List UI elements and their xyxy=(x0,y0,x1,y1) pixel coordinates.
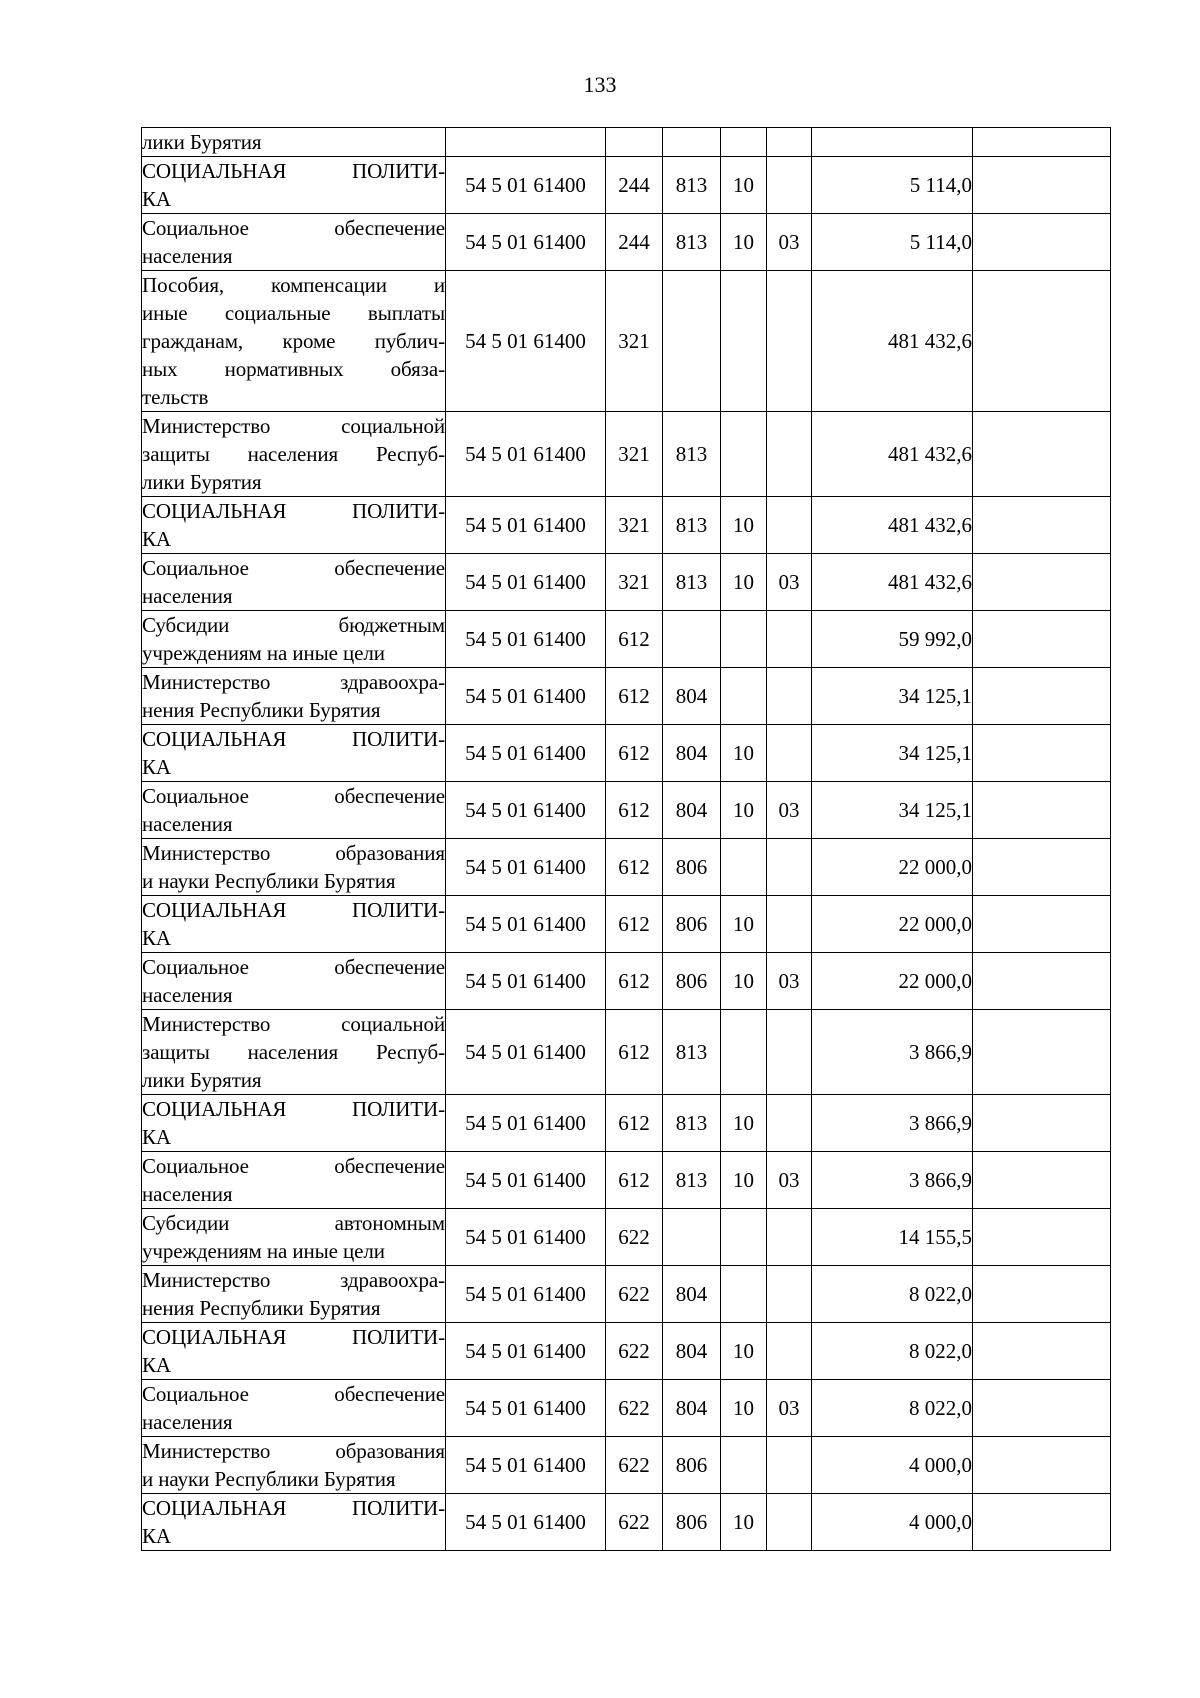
subsection-code xyxy=(767,412,812,497)
target-article-code: 54 5 01 61400 xyxy=(446,1152,606,1209)
section-code: 10 xyxy=(721,896,767,953)
administrator-code: 813 xyxy=(663,1095,721,1152)
extra-cell xyxy=(973,1095,1111,1152)
extra-cell xyxy=(973,611,1111,668)
section-code xyxy=(721,668,767,725)
row-name xyxy=(142,1010,446,1095)
subsection-code xyxy=(767,1095,812,1152)
section-code: 10 xyxy=(721,497,767,554)
section-code xyxy=(721,1010,767,1095)
extra-cell xyxy=(973,128,1111,157)
row-name xyxy=(142,896,446,953)
row-name-line: Социальное обеспечение xyxy=(142,556,445,580)
extra-cell xyxy=(973,157,1111,214)
row-name-line: СОЦИАЛЬНАЯ ПОЛИТИ- xyxy=(142,499,445,523)
row-name-line: лики Бурятия xyxy=(142,130,262,154)
table-row xyxy=(142,1152,1111,1209)
extra-cell xyxy=(973,1494,1111,1551)
target-article-code: 54 5 01 61400 xyxy=(446,1437,606,1494)
row-name xyxy=(142,1437,446,1494)
row-name-line: гражданам, кроме публич- xyxy=(142,329,445,353)
subsection-code xyxy=(767,1323,812,1380)
row-name-line: населения xyxy=(142,1182,233,1206)
administrator-code: 804 xyxy=(663,725,721,782)
target-article-code: 54 5 01 61400 xyxy=(446,1323,606,1380)
subsection-code xyxy=(767,725,812,782)
target-article-code: 54 5 01 61400 xyxy=(446,1494,606,1551)
table-row xyxy=(142,412,1111,497)
amount: 34 125,1 xyxy=(812,668,973,725)
administrator-code: 813 xyxy=(663,214,721,271)
extra-cell xyxy=(973,1437,1111,1494)
row-name-line: иные социальные выплаты xyxy=(142,301,445,325)
row-name xyxy=(142,1380,446,1437)
row-name xyxy=(142,497,446,554)
row-name xyxy=(142,1494,446,1551)
budget-table xyxy=(141,127,1111,1551)
extra-cell xyxy=(973,896,1111,953)
amount: 8 022,0 xyxy=(812,1323,973,1380)
row-name-line: КА xyxy=(142,755,171,779)
amount: 34 125,1 xyxy=(812,725,973,782)
page-number: 133 xyxy=(583,72,617,97)
extra-cell xyxy=(973,782,1111,839)
expense-type-code: 612 xyxy=(606,953,663,1010)
extra-cell xyxy=(973,1323,1111,1380)
section-code xyxy=(721,1437,767,1494)
row-name-line: населения xyxy=(142,983,233,1007)
table-row xyxy=(142,1010,1111,1095)
target-article-code: 54 5 01 61400 xyxy=(446,953,606,1010)
row-name xyxy=(142,839,446,896)
expense-type-code xyxy=(606,128,663,157)
administrator-code: 806 xyxy=(663,839,721,896)
row-name xyxy=(142,412,446,497)
table-row xyxy=(142,497,1111,554)
row-name xyxy=(142,214,446,271)
extra-cell xyxy=(973,497,1111,554)
administrator-code: 804 xyxy=(663,668,721,725)
row-name-line: учреждениям на иные цели xyxy=(142,641,385,665)
row-name-line: КА xyxy=(142,187,171,211)
administrator-code: 804 xyxy=(663,1266,721,1323)
amount: 4 000,0 xyxy=(812,1494,973,1551)
administrator-code xyxy=(663,128,721,157)
extra-cell xyxy=(973,1152,1111,1209)
expense-type-code: 622 xyxy=(606,1437,663,1494)
target-article-code: 54 5 01 61400 xyxy=(446,412,606,497)
subsection-code: 03 xyxy=(767,554,812,611)
extra-cell xyxy=(973,412,1111,497)
table-body xyxy=(142,128,1111,1551)
administrator-code: 804 xyxy=(663,782,721,839)
subsection-code xyxy=(767,896,812,953)
row-name xyxy=(142,157,446,214)
section-code: 10 xyxy=(721,953,767,1010)
row-name xyxy=(142,271,446,412)
row-name-line: учреждениям на иные цели xyxy=(142,1239,385,1263)
target-article-code: 54 5 01 61400 xyxy=(446,214,606,271)
expense-type-code: 244 xyxy=(606,214,663,271)
expense-type-code: 612 xyxy=(606,668,663,725)
expense-type-code: 321 xyxy=(606,497,663,554)
row-name-line: КА xyxy=(142,527,171,551)
row-name xyxy=(142,725,446,782)
row-name-line: Министерство социальной xyxy=(142,414,445,438)
amount: 22 000,0 xyxy=(812,896,973,953)
extra-cell xyxy=(973,1209,1111,1266)
expense-type-code: 622 xyxy=(606,1209,663,1266)
row-name-line: Министерство образования xyxy=(142,1439,445,1463)
amount: 3 866,9 xyxy=(812,1152,973,1209)
expense-type-code: 622 xyxy=(606,1380,663,1437)
row-name-line: СОЦИАЛЬНАЯ ПОЛИТИ- xyxy=(142,727,445,751)
section-code xyxy=(721,271,767,412)
administrator-code: 813 xyxy=(663,497,721,554)
expense-type-code: 321 xyxy=(606,412,663,497)
administrator-code: 813 xyxy=(663,1152,721,1209)
expense-type-code: 622 xyxy=(606,1494,663,1551)
expense-type-code: 612 xyxy=(606,725,663,782)
row-name-line: тельств xyxy=(142,385,209,409)
row-name xyxy=(142,128,446,157)
expense-type-code: 612 xyxy=(606,839,663,896)
amount: 59 992,0 xyxy=(812,611,973,668)
row-name-line: Субсидии автономным xyxy=(142,1211,445,1235)
section-code xyxy=(721,128,767,157)
subsection-code: 03 xyxy=(767,1380,812,1437)
section-code: 10 xyxy=(721,1323,767,1380)
subsection-code: 03 xyxy=(767,1152,812,1209)
row-name-line: Министерство здравоохра- xyxy=(142,670,445,694)
amount: 481 432,6 xyxy=(812,497,973,554)
expense-type-code: 622 xyxy=(606,1266,663,1323)
row-name-line: лики Бурятия xyxy=(142,470,262,494)
administrator-code: 806 xyxy=(663,1494,721,1551)
section-code: 10 xyxy=(721,214,767,271)
row-name-line: населения xyxy=(142,812,233,836)
table-row xyxy=(142,1437,1111,1494)
subsection-code xyxy=(767,271,812,412)
target-article-code xyxy=(446,128,606,157)
extra-cell xyxy=(973,554,1111,611)
row-name-line: КА xyxy=(142,1125,171,1149)
row-name-line: населения xyxy=(142,1410,233,1434)
amount: 34 125,1 xyxy=(812,782,973,839)
row-name-line: населения xyxy=(142,584,233,608)
row-name-line: нения Республики Бурятия xyxy=(142,698,381,722)
extra-cell xyxy=(973,1266,1111,1323)
row-name-line: Социальное обеспечение xyxy=(142,216,445,240)
subsection-code xyxy=(767,1266,812,1323)
amount: 14 155,5 xyxy=(812,1209,973,1266)
table-row xyxy=(142,953,1111,1010)
target-article-code: 54 5 01 61400 xyxy=(446,668,606,725)
row-name xyxy=(142,1209,446,1266)
amount xyxy=(812,128,973,157)
row-name-line: КА xyxy=(142,1353,171,1377)
table-row xyxy=(142,554,1111,611)
target-article-code: 54 5 01 61400 xyxy=(446,725,606,782)
target-article-code: 54 5 01 61400 xyxy=(446,611,606,668)
extra-cell xyxy=(973,214,1111,271)
section-code: 10 xyxy=(721,157,767,214)
expense-type-code: 612 xyxy=(606,896,663,953)
section-code xyxy=(721,412,767,497)
table-row xyxy=(142,782,1111,839)
extra-cell xyxy=(973,1010,1111,1095)
row-name-line: ных нормативных обяза- xyxy=(142,357,445,381)
target-article-code: 54 5 01 61400 xyxy=(446,1209,606,1266)
extra-cell xyxy=(973,725,1111,782)
row-name-line: населения xyxy=(142,244,233,268)
row-name-line: Министерство здравоохра- xyxy=(142,1268,445,1292)
extra-cell xyxy=(973,1380,1111,1437)
table-row xyxy=(142,725,1111,782)
row-name-line: нения Республики Бурятия xyxy=(142,1296,381,1320)
section-code xyxy=(721,839,767,896)
expense-type-code: 612 xyxy=(606,1152,663,1209)
subsection-code xyxy=(767,1010,812,1095)
administrator-code: 806 xyxy=(663,1437,721,1494)
section-code: 10 xyxy=(721,725,767,782)
target-article-code: 54 5 01 61400 xyxy=(446,1095,606,1152)
table-row xyxy=(142,1380,1111,1437)
table-row xyxy=(142,1323,1111,1380)
amount: 4 000,0 xyxy=(812,1437,973,1494)
amount: 8 022,0 xyxy=(812,1266,973,1323)
administrator-code: 813 xyxy=(663,1010,721,1095)
administrator-code: 804 xyxy=(663,1323,721,1380)
expense-type-code: 612 xyxy=(606,1010,663,1095)
row-name xyxy=(142,611,446,668)
administrator-code: 804 xyxy=(663,1380,721,1437)
section-code xyxy=(721,1209,767,1266)
extra-cell xyxy=(973,953,1111,1010)
section-code: 10 xyxy=(721,782,767,839)
row-name-line: Министерство социальной xyxy=(142,1012,445,1036)
row-name-line: Пособия, компенсации и xyxy=(142,273,445,297)
row-name-line: Социальное обеспечение xyxy=(142,1382,445,1406)
extra-cell xyxy=(973,668,1111,725)
subsection-code xyxy=(767,1494,812,1551)
target-article-code: 54 5 01 61400 xyxy=(446,1380,606,1437)
administrator-code xyxy=(663,271,721,412)
amount: 481 432,6 xyxy=(812,271,973,412)
subsection-code xyxy=(767,157,812,214)
expense-type-code: 612 xyxy=(606,611,663,668)
row-name xyxy=(142,668,446,725)
section-code: 10 xyxy=(721,1095,767,1152)
target-article-code: 54 5 01 61400 xyxy=(446,782,606,839)
table-row xyxy=(142,157,1111,214)
expense-type-code: 244 xyxy=(606,157,663,214)
table-row xyxy=(142,896,1111,953)
expense-type-code: 622 xyxy=(606,1323,663,1380)
row-name-line: Социальное обеспечение xyxy=(142,955,445,979)
row-name xyxy=(142,554,446,611)
row-name-line: СОЦИАЛЬНАЯ ПОЛИТИ- xyxy=(142,1496,445,1520)
row-name-line: СОЦИАЛЬНАЯ ПОЛИТИ- xyxy=(142,1097,445,1121)
table-row xyxy=(142,271,1111,412)
administrator-code: 813 xyxy=(663,157,721,214)
expense-type-code: 321 xyxy=(606,554,663,611)
row-name xyxy=(142,1152,446,1209)
administrator-code: 806 xyxy=(663,896,721,953)
section-code: 10 xyxy=(721,1152,767,1209)
table-row xyxy=(142,128,1111,157)
expense-type-code: 612 xyxy=(606,782,663,839)
administrator-code: 813 xyxy=(663,412,721,497)
row-name xyxy=(142,953,446,1010)
subsection-code: 03 xyxy=(767,782,812,839)
table-row xyxy=(142,214,1111,271)
row-name xyxy=(142,782,446,839)
administrator-code xyxy=(663,611,721,668)
section-code xyxy=(721,611,767,668)
target-article-code: 54 5 01 61400 xyxy=(446,1010,606,1095)
table-row xyxy=(142,1209,1111,1266)
table-row xyxy=(142,1266,1111,1323)
row-name-line: и науки Республики Бурятия xyxy=(142,1467,396,1491)
section-code: 10 xyxy=(721,1380,767,1437)
amount: 481 432,6 xyxy=(812,412,973,497)
row-name xyxy=(142,1323,446,1380)
amount: 22 000,0 xyxy=(812,953,973,1010)
row-name-line: лики Бурятия xyxy=(142,1068,262,1092)
row-name-line: СОЦИАЛЬНАЯ ПОЛИТИ- xyxy=(142,898,445,922)
row-name-line: защиты населения Респуб- xyxy=(142,442,445,466)
amount: 5 114,0 xyxy=(812,214,973,271)
amount: 22 000,0 xyxy=(812,839,973,896)
extra-cell xyxy=(973,271,1111,412)
table-row xyxy=(142,1494,1111,1551)
subsection-code xyxy=(767,839,812,896)
row-name-line: Социальное обеспечение xyxy=(142,784,445,808)
administrator-code: 813 xyxy=(663,554,721,611)
expense-type-code: 321 xyxy=(606,271,663,412)
amount: 481 432,6 xyxy=(812,554,973,611)
table-row xyxy=(142,611,1111,668)
target-article-code: 54 5 01 61400 xyxy=(446,271,606,412)
expense-type-code: 612 xyxy=(606,1095,663,1152)
target-article-code: 54 5 01 61400 xyxy=(446,157,606,214)
administrator-code: 806 xyxy=(663,953,721,1010)
amount: 5 114,0 xyxy=(812,157,973,214)
row-name-line: КА xyxy=(142,926,171,950)
row-name-line: КА xyxy=(142,1524,171,1548)
subsection-code xyxy=(767,1209,812,1266)
row-name-line: Министерство образования xyxy=(142,841,445,865)
subsection-code xyxy=(767,668,812,725)
subsection-code xyxy=(767,611,812,668)
row-name-line: защиты населения Респуб- xyxy=(142,1040,445,1064)
section-code: 10 xyxy=(721,1494,767,1551)
amount: 3 866,9 xyxy=(812,1010,973,1095)
target-article-code: 54 5 01 61400 xyxy=(446,896,606,953)
section-code: 10 xyxy=(721,554,767,611)
administrator-code xyxy=(663,1209,721,1266)
target-article-code: 54 5 01 61400 xyxy=(446,1266,606,1323)
amount: 8 022,0 xyxy=(812,1380,973,1437)
amount: 3 866,9 xyxy=(812,1095,973,1152)
row-name xyxy=(142,1095,446,1152)
subsection-code xyxy=(767,1437,812,1494)
subsection-code: 03 xyxy=(767,953,812,1010)
target-article-code: 54 5 01 61400 xyxy=(446,554,606,611)
subsection-code: 03 xyxy=(767,214,812,271)
row-name-line: СОЦИАЛЬНАЯ ПОЛИТИ- xyxy=(142,159,445,183)
table-row xyxy=(142,839,1111,896)
row-name xyxy=(142,1266,446,1323)
target-article-code: 54 5 01 61400 xyxy=(446,839,606,896)
row-name-line: и науки Республики Бурятия xyxy=(142,869,396,893)
subsection-code xyxy=(767,497,812,554)
subsection-code xyxy=(767,128,812,157)
table-row xyxy=(142,1095,1111,1152)
extra-cell xyxy=(973,839,1111,896)
row-name-line: Социальное обеспечение xyxy=(142,1154,445,1178)
target-article-code: 54 5 01 61400 xyxy=(446,497,606,554)
row-name-line: СОЦИАЛЬНАЯ ПОЛИТИ- xyxy=(142,1325,445,1349)
row-name-line: Субсидии бюджетным xyxy=(142,613,445,637)
section-code xyxy=(721,1266,767,1323)
table-row xyxy=(142,668,1111,725)
